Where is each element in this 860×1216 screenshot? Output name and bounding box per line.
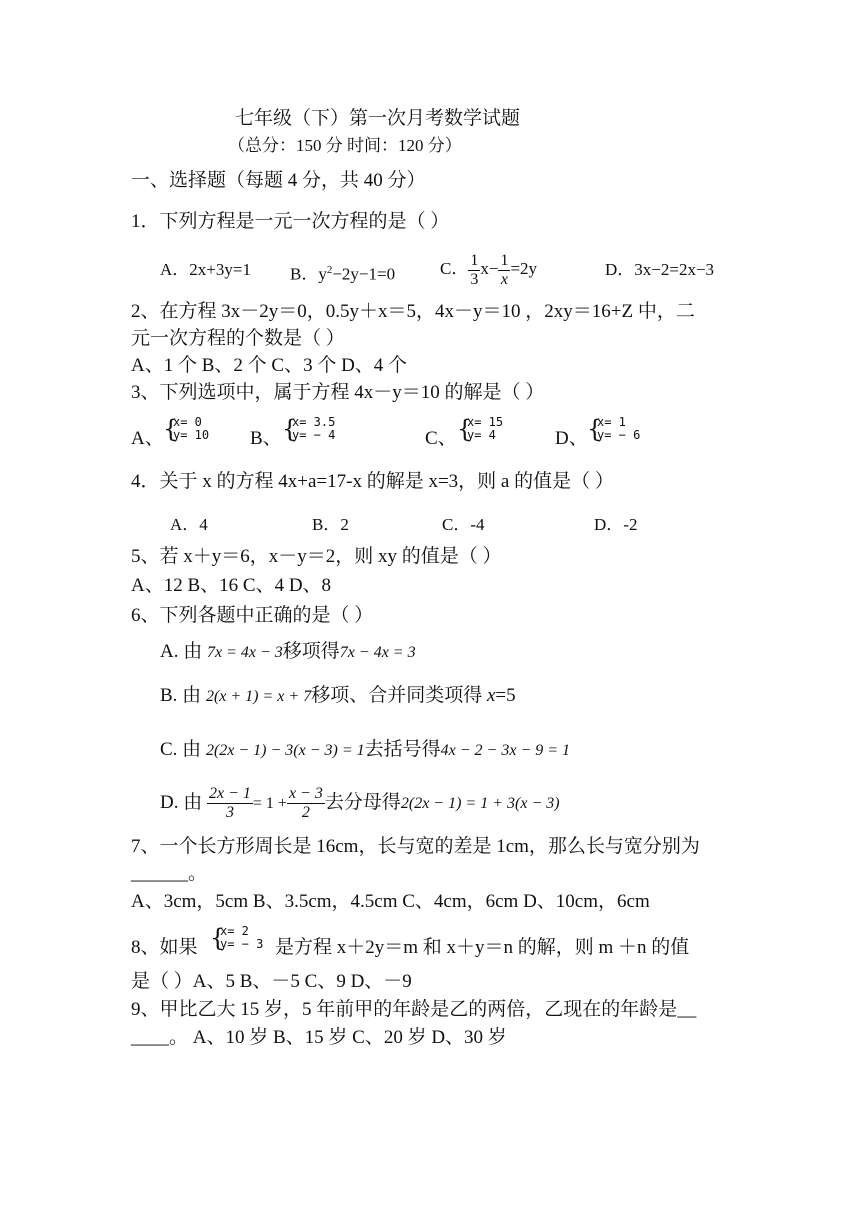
q1-c-den1: 3 [470, 270, 479, 288]
q1-c-post: =2y [510, 259, 538, 278]
q8-pre: 8、如果 [131, 937, 198, 958]
q6-a-pre: A. 由 [160, 641, 203, 662]
q3-d-row1: x= 1 [597, 415, 626, 429]
q3-c-row1: x= 15 [467, 415, 504, 429]
q7-line1: 7、一个长方形周长是 16cm，长与宽的差是 1cm，那么长与宽分别为 [131, 836, 700, 857]
q8-post: 是方程 x＋2y＝m 和 x＋y＝n 的解，则 m ＋n 的值 [275, 937, 690, 958]
q3-a-row1: x= 0 [173, 415, 202, 429]
q8-row2: y= − 3 [220, 937, 264, 951]
q6-d-eq2: 2(2x − 1) = 1 + 3(x − 3) [400, 795, 560, 812]
q4-option-c: C．-4 [442, 515, 485, 534]
q6-c-mid: 去括号得 [364, 739, 441, 760]
q6-c-eq1: 2(2x − 1) − 3(x − 3) = 1 [205, 742, 365, 759]
q1-c-num2: 1 [500, 251, 509, 269]
q7-options: A、3cm，5cm B、3.5cm，4.5cm C、4cm，6cm D、10cm，6cm [131, 891, 650, 912]
q3-b-row2: y= − 4 [292, 428, 336, 442]
q6-c-pre: C. 由 [160, 739, 202, 760]
q1-c-num1: 1 [470, 251, 479, 269]
q1-option-b [290, 258, 395, 287]
q1-b-sup: 2 [326, 264, 333, 276]
q1-c-frac1 [468, 252, 480, 289]
q4-option-d: D．-2 [594, 515, 638, 534]
q4-option-b: B．2 [312, 515, 349, 534]
q2-line1: 2、在方程 3x－2y＝0，0.5y＋x＝5，4x－y＝10 ，2xy＝16+Z 中，二 [131, 301, 695, 322]
q4-option-a: A．4 [170, 515, 208, 534]
q1-stem: 1．下列方程是一元一次方程的是（ ） [131, 211, 450, 232]
q6-b-var: x [486, 685, 496, 706]
q3-stem: 3、下列选项中，属于方程 4x－y＝10 的解是（ ） [131, 382, 545, 403]
q3-c-label: C、 [425, 428, 457, 449]
q6-option-d [160, 780, 560, 827]
q2-options: A、1 个 B、2 个 C、3 个 D、4 个 [131, 355, 408, 376]
q1-c-label: C． [440, 259, 469, 278]
q3-a-row2: y= 10 [173, 428, 210, 442]
q6-d-den2: 2 [301, 804, 310, 822]
q6-option-b [160, 684, 516, 709]
q9-line1: 9、甲比乙大 15 岁，5 年前甲的年龄是乙的两倍，乙现在的年龄是__ [131, 999, 697, 1020]
q6-stem: 6、下列各题中正确的是（ ） [131, 605, 374, 626]
q6-d-num1: 2x − 1 [208, 785, 251, 803]
q5-options: A、12 B、16 C、4 D、8 [131, 575, 332, 596]
q6-b-mid: 移项、合并同类项得 [311, 685, 483, 706]
q1-option-c [440, 246, 537, 292]
q6-d-frac1 [207, 785, 253, 822]
q2-line2: 元一次方程的个数是（ ） [131, 328, 345, 349]
q4-stem: 4．关于 x 的方程 4x+a=17-x 的解是 x=3，则 a 的值是（ ） [131, 471, 614, 492]
q6-option-c [160, 738, 570, 763]
q6-a-eq2: 7x − 4x = 3 [339, 644, 416, 661]
q1-b-pre: B．y [290, 264, 327, 284]
q1-option-a: A．2x+3y=1 [160, 260, 251, 279]
q6-d-mid: 去分母得 [324, 792, 401, 813]
q8-row1: x= 2 [220, 924, 249, 938]
q1-c-frac2 [498, 252, 510, 289]
q6-b-eq1: 2(x + 1) = x + 7 [205, 688, 312, 705]
q5-stem: 5、若 x＋y＝6，x－y＝2，则 xy 的值是（ ） [131, 546, 502, 567]
q6-d-den1: 3 [225, 804, 234, 822]
q8-line2: 是（ ）A、5 B、－5 C、9 D、－9 [131, 971, 412, 992]
q3-b-row1: x= 3.5 [292, 415, 336, 429]
q9-line2: ____。 A、10 岁 B、15 岁 C、20 岁 D、30 岁 [131, 1027, 507, 1048]
q6-b-pre: B. 由 [160, 685, 202, 706]
q6-d-num2: x − 3 [288, 785, 323, 803]
q1-c-den2: x [500, 270, 508, 288]
section-heading: 一、选择题（每题 4 分，共 40 分） [131, 170, 426, 191]
q6-d-pre: D. 由 [160, 792, 203, 813]
q6-d-frac2 [287, 785, 325, 822]
q1-c-mid: x− [480, 259, 499, 278]
q3-d-label: D、 [555, 428, 588, 449]
q6-d-eq: = 1 + [252, 795, 287, 812]
exam-meta: （总分：150 分 时间：120 分） [228, 136, 462, 155]
q6-a-mid: 移项得 [282, 641, 340, 662]
q6-b-post: =5 [495, 685, 516, 706]
q1-option-d: D．3x−2=2x−3 [605, 260, 715, 279]
page-title: 七年级（下）第一次月考数学试题 [235, 108, 521, 129]
q7-line2: ______。 [131, 863, 208, 884]
q6-c-eq2: 4x − 2 − 3x − 9 = 1 [440, 742, 571, 759]
q3-d-row2: y= − 6 [597, 428, 641, 442]
q3-c-row2: y= 4 [467, 428, 496, 442]
q3-a-label: A、 [131, 428, 164, 449]
q6-option-a [160, 640, 416, 665]
q1-b-post: −2y−1=0 [332, 264, 396, 284]
q3-b-label: B、 [250, 428, 282, 449]
q6-a-eq1: 7x = 4x − 3 [206, 644, 283, 661]
